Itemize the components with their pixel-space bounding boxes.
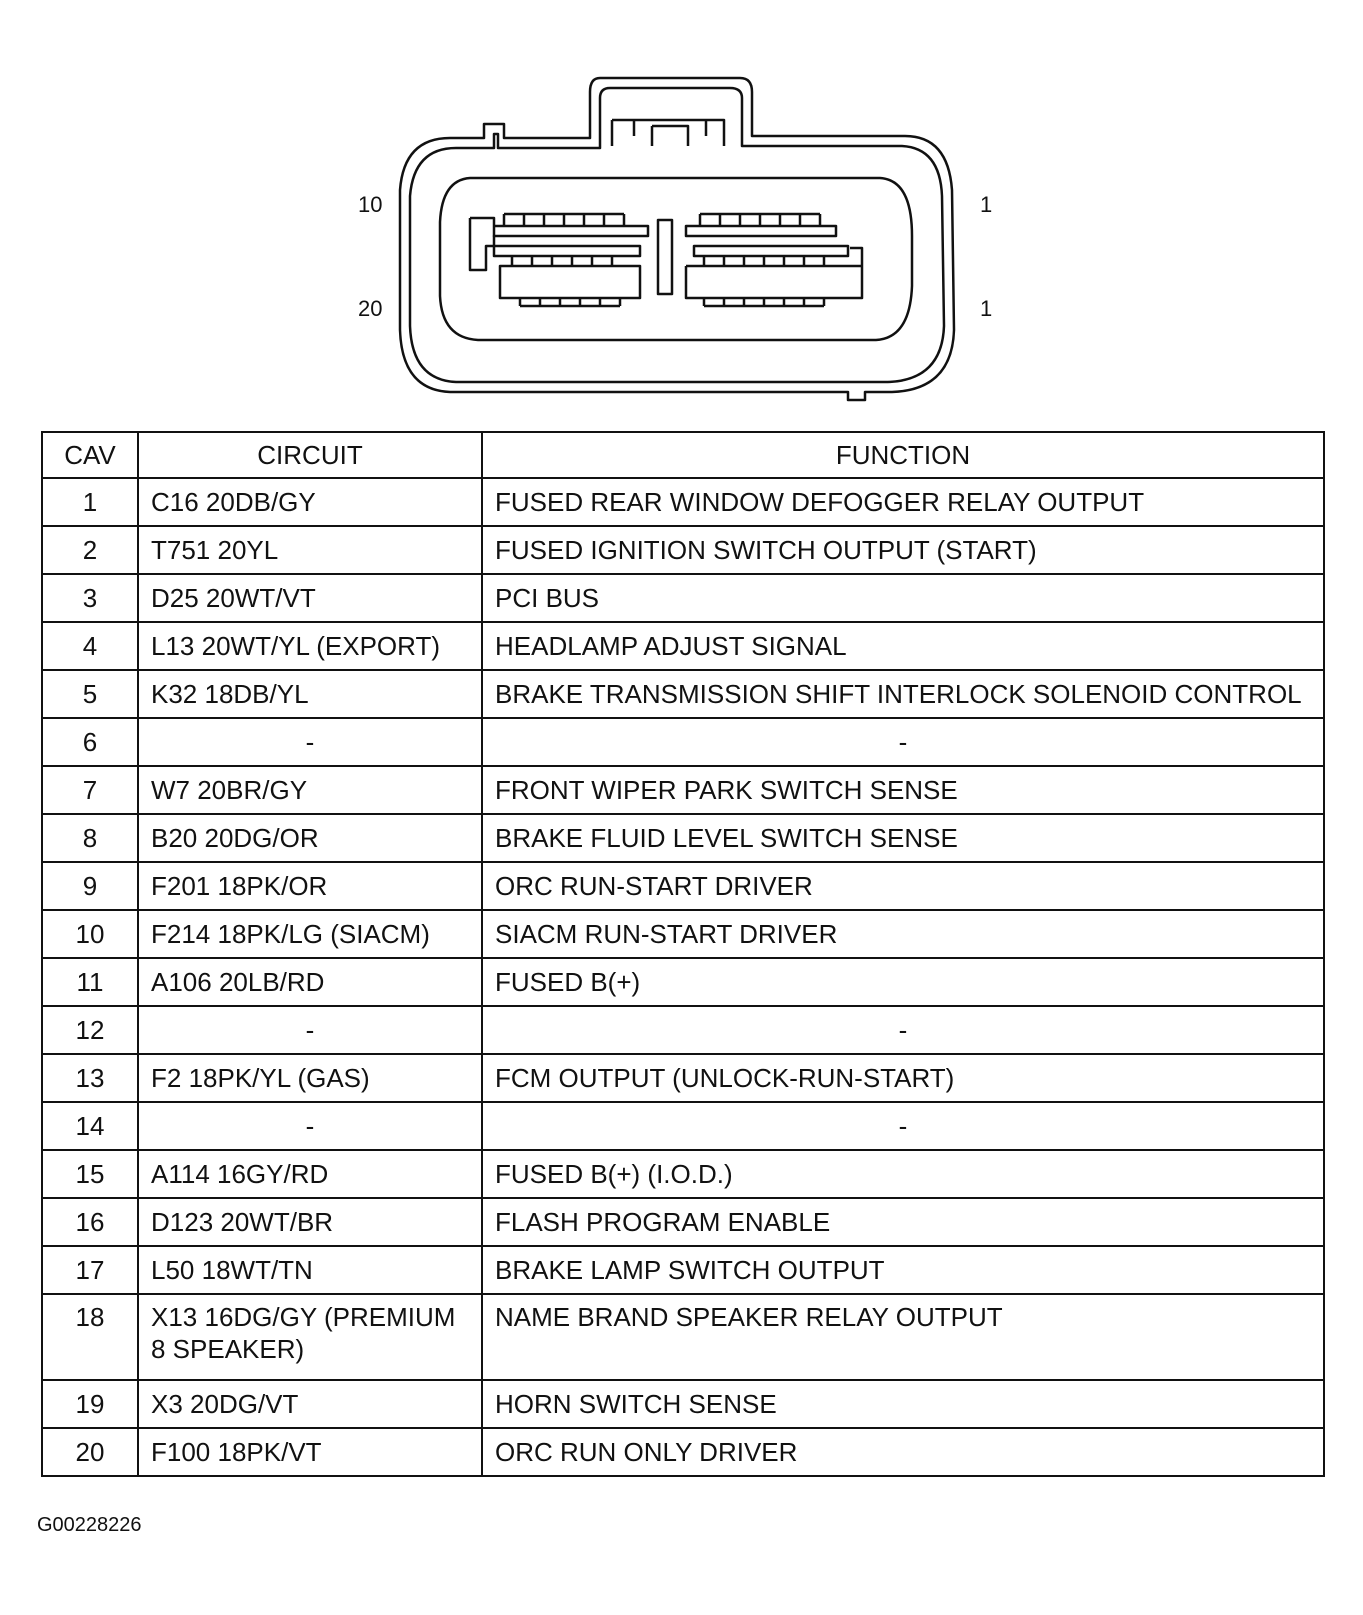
- cav-cell: 17: [42, 1246, 138, 1294]
- cav-cell: 19: [42, 1380, 138, 1428]
- cav-cell: 8: [42, 814, 138, 862]
- table-row: [42, 910, 1324, 958]
- function-cell: FUSED B(+): [482, 958, 1324, 1006]
- pin-label-1-top: 1: [980, 192, 993, 217]
- circuit-cell: W7 20BR/GY: [138, 766, 482, 814]
- circuit-cell: F2 18PK/YL (GAS): [138, 1054, 482, 1102]
- circuit-cell: D123 20WT/BR: [138, 1198, 482, 1246]
- circuit-cell: A114 16GY/RD: [138, 1150, 482, 1198]
- table-row: [42, 1198, 1324, 1246]
- cav-cell: 1: [42, 478, 138, 526]
- table-row: [42, 1380, 1324, 1428]
- function-cell: NAME BRAND SPEAKER RELAY OUTPUT: [482, 1294, 1324, 1380]
- table-row: [42, 1150, 1324, 1198]
- header-cav: CAV: [42, 432, 138, 478]
- table-row: [42, 670, 1324, 718]
- function-cell: FUSED IGNITION SWITCH OUTPUT (START): [482, 526, 1324, 574]
- table-row: [42, 1294, 1324, 1380]
- table-row: [42, 478, 1324, 526]
- function-cell: -: [482, 1006, 1324, 1054]
- function-cell: FRONT WIPER PARK SWITCH SENSE: [482, 766, 1324, 814]
- circuit-cell: A106 20LB/RD: [138, 958, 482, 1006]
- circuit-cell: X13 16DG/GY (PREMIUM 8 SPEAKER): [138, 1294, 482, 1380]
- table-row: [42, 574, 1324, 622]
- function-cell: FCM OUTPUT (UNLOCK-RUN-START): [482, 1054, 1324, 1102]
- function-cell: -: [482, 718, 1324, 766]
- table-row: [42, 814, 1324, 862]
- terminal-block-right: [686, 226, 836, 236]
- table-row: [42, 1054, 1324, 1102]
- function-cell: HEADLAMP ADJUST SIGNAL: [482, 622, 1324, 670]
- latch: [612, 120, 724, 146]
- function-cell: ORC RUN-START DRIVER: [482, 862, 1324, 910]
- pinout-table: [41, 431, 1325, 1477]
- pin-label-10: 10: [358, 192, 383, 217]
- circuit-cell: F214 18PK/LG (SIACM): [138, 910, 482, 958]
- cav-cell: 14: [42, 1102, 138, 1150]
- circuit-cell: F100 18PK/VT: [138, 1428, 482, 1476]
- figure-id: G00228226: [37, 1514, 142, 1536]
- pin-label-1-bottom: 1: [980, 296, 993, 321]
- table-row: [42, 622, 1324, 670]
- cav-cell: 18: [42, 1294, 138, 1380]
- circuit-cell: K32 18DB/YL: [138, 670, 482, 718]
- table-row: [42, 862, 1324, 910]
- header-function: FUNCTION: [482, 432, 1324, 478]
- cav-cell: 15: [42, 1150, 138, 1198]
- cav-cell: 10: [42, 910, 138, 958]
- circuit-cell: L13 20WT/YL (EXPORT): [138, 622, 482, 670]
- function-cell: BRAKE TRANSMISSION SHIFT INTERLOCK SOLENOID CONTROL: [482, 670, 1324, 718]
- circuit-cell: T751 20YL: [138, 526, 482, 574]
- table-row: [42, 1006, 1324, 1054]
- circuit-cell: -: [138, 1006, 482, 1054]
- cav-cell: 4: [42, 622, 138, 670]
- cav-cell: 16: [42, 1198, 138, 1246]
- cav-cell: 13: [42, 1054, 138, 1102]
- cav-cell: 11: [42, 958, 138, 1006]
- circuit-cell: B20 20DG/OR: [138, 814, 482, 862]
- function-cell: BRAKE LAMP SWITCH OUTPUT: [482, 1246, 1324, 1294]
- connector-diagram: [0, 0, 1363, 420]
- table-header-row: [42, 432, 1324, 478]
- cav-cell: 5: [42, 670, 138, 718]
- cav-cell: 20: [42, 1428, 138, 1476]
- cav-cell: 9: [42, 862, 138, 910]
- circuit-cell: C16 20DB/GY: [138, 478, 482, 526]
- table-row: [42, 526, 1324, 574]
- center-key: [658, 220, 672, 294]
- cav-cell: 2: [42, 526, 138, 574]
- circuit-cell: F201 18PK/OR: [138, 862, 482, 910]
- function-cell: FLASH PROGRAM ENABLE: [482, 1198, 1324, 1246]
- function-cell: ORC RUN ONLY DRIVER: [482, 1428, 1324, 1476]
- circuit-cell: D25 20WT/VT: [138, 574, 482, 622]
- pin-label-20: 20: [358, 296, 383, 321]
- function-cell: -: [482, 1102, 1324, 1150]
- cav-cell: 7: [42, 766, 138, 814]
- table-row: [42, 766, 1324, 814]
- circuit-cell: -: [138, 718, 482, 766]
- circuit-cell: L50 18WT/TN: [138, 1246, 482, 1294]
- cav-cell: 12: [42, 1006, 138, 1054]
- function-cell: FUSED B(+) (I.O.D.): [482, 1150, 1324, 1198]
- terminal-block-left: [470, 218, 648, 270]
- cav-cell: 6: [42, 718, 138, 766]
- header-circuit: CIRCUIT: [138, 432, 482, 478]
- circuit-cell: -: [138, 1102, 482, 1150]
- function-cell: HORN SWITCH SENSE: [482, 1380, 1324, 1428]
- table-row: [42, 958, 1324, 1006]
- cav-cell: 3: [42, 574, 138, 622]
- circuit-cell: X3 20DG/VT: [138, 1380, 482, 1428]
- table-row: [42, 1428, 1324, 1476]
- function-cell: PCI BUS: [482, 574, 1324, 622]
- function-cell: BRAKE FLUID LEVEL SWITCH SENSE: [482, 814, 1324, 862]
- connector-housing-inner: [410, 88, 944, 382]
- table-row: [42, 1246, 1324, 1294]
- function-cell: SIACM RUN-START DRIVER: [482, 910, 1324, 958]
- function-cell: FUSED REAR WINDOW DEFOGGER RELAY OUTPUT: [482, 478, 1324, 526]
- table-row: [42, 1102, 1324, 1150]
- table-row: [42, 718, 1324, 766]
